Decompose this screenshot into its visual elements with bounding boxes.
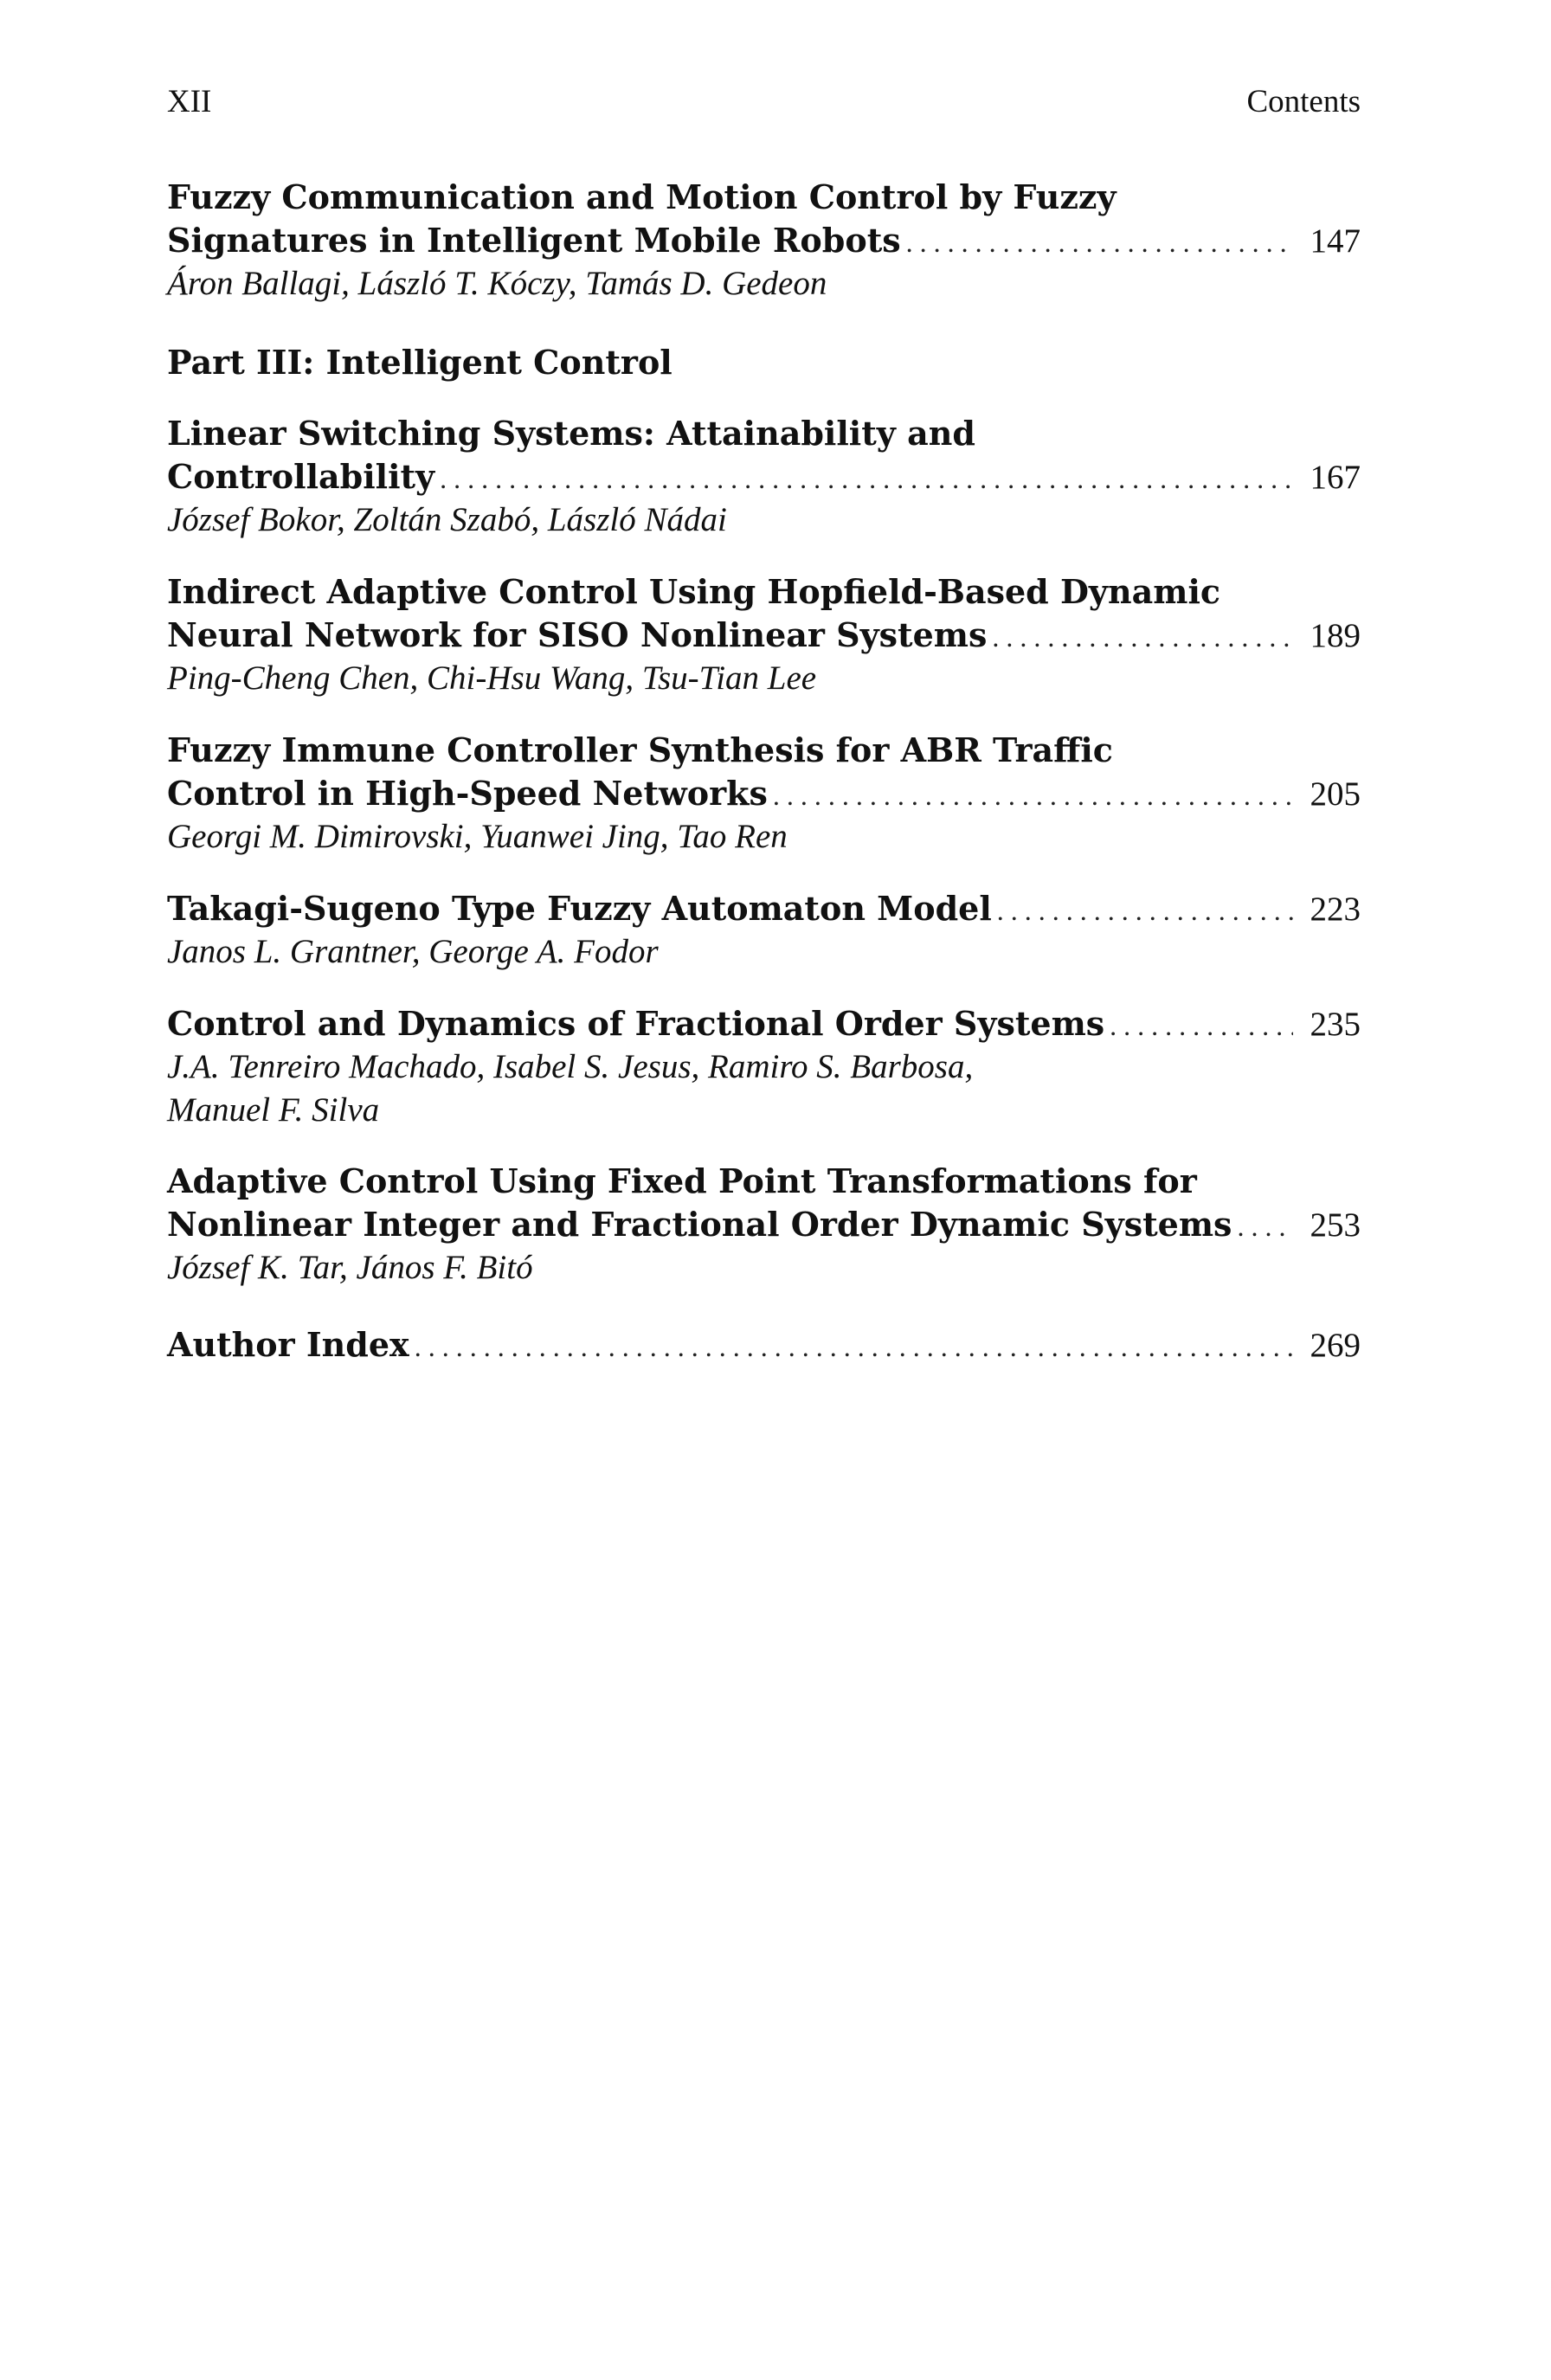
entry-authors: Áron Ballagi, László T. Kóczy, Tamás D. Gedeon: [167, 265, 827, 302]
entry-authors: Georgi M. Dimirovski, Yuanwei Jing, Tao Ren: [167, 818, 788, 855]
toc-entry[interactable]: [167, 887, 1361, 974]
dot-leader: [440, 457, 1293, 500]
entry-title-line: Linear Switching Systems: Attainability and: [167, 414, 975, 453]
entry-title-line: Controllability: [167, 457, 435, 496]
entry-authors: Manuel F. Silva: [167, 1091, 380, 1129]
running-head: [167, 83, 1361, 121]
entry-title-line: Adaptive Control Using Fixed Point Transformations for: [167, 1161, 1197, 1200]
entry-page-number: 269: [1310, 1327, 1361, 1364]
dot-leader: [773, 774, 1293, 817]
entry-authors: József Bokor, Zoltán Szabó, László Nádai: [167, 501, 727, 538]
entry-title-line: Control and Dynamics of Fractional Order Systems: [167, 1004, 1105, 1043]
entry-page-number: 223: [1310, 891, 1361, 928]
entry-title-line: Fuzzy Communication and Motion Control by Fuzzy: [167, 177, 1117, 216]
dot-leader: [415, 1325, 1293, 1368]
part-heading: Part III: Intelligent Control: [167, 343, 673, 382]
toc-entry[interactable]: [167, 176, 1361, 306]
entry-authors: J.A. Tenreiro Machado, Isabel S. Jesus, Ramiro S. Barbosa,: [167, 1048, 974, 1085]
page-number-roman: XII: [167, 84, 212, 119]
running-title: Contents: [1246, 84, 1361, 119]
entry-title-line: Nonlinear Integer and Fractional Order Dynamic Systems: [167, 1205, 1232, 1244]
entry-page-number: 167: [1310, 459, 1361, 496]
entry-authors: József K. Tar, János F. Bitó: [167, 1249, 533, 1286]
entry-page-number: 147: [1310, 222, 1361, 260]
toc-entry[interactable]: [167, 729, 1361, 859]
dot-leader: [1237, 1205, 1293, 1248]
toc-entry[interactable]: [167, 412, 1361, 542]
entry-page-number: 253: [1310, 1206, 1361, 1244]
entry-authors: Ping-Cheng Chen, Chi-Hsu Wang, Tsu-Tian Lee: [167, 659, 817, 697]
dot-leader: [992, 615, 1293, 659]
entry-authors: Janos L. Grantner, George A. Fodor: [167, 933, 659, 970]
dot-leader: [1110, 1004, 1293, 1047]
entry-title-line: Signatures in Intelligent Mobile Robots: [167, 221, 901, 260]
toc-entry[interactable]: [167, 1160, 1361, 1290]
entry-page-number: 189: [1310, 617, 1361, 654]
toc-entry[interactable]: [167, 1002, 1361, 1132]
entry-title-line: Neural Network for SISO Nonlinear Systems: [167, 615, 988, 654]
toc-entry-author-index[interactable]: [167, 1323, 1361, 1367]
entry-page-number: 235: [1310, 1006, 1361, 1043]
entry-page-number: 205: [1310, 775, 1361, 813]
entry-title-line: Indirect Adaptive Control Using Hopfield-Based Dynamic: [167, 572, 1221, 611]
toc-entry[interactable]: [167, 570, 1361, 700]
dot-leader: [997, 889, 1293, 932]
entry-title-line: Control in High-Speed Networks: [167, 774, 768, 813]
entry-title-line: Takagi-Sugeno Type Fuzzy Automaton Model: [167, 889, 992, 928]
entry-title-line: Author Index: [167, 1325, 409, 1364]
entry-title-line: Fuzzy Immune Controller Synthesis for ABR Traffic: [167, 730, 1113, 769]
dot-leader: [906, 221, 1293, 264]
